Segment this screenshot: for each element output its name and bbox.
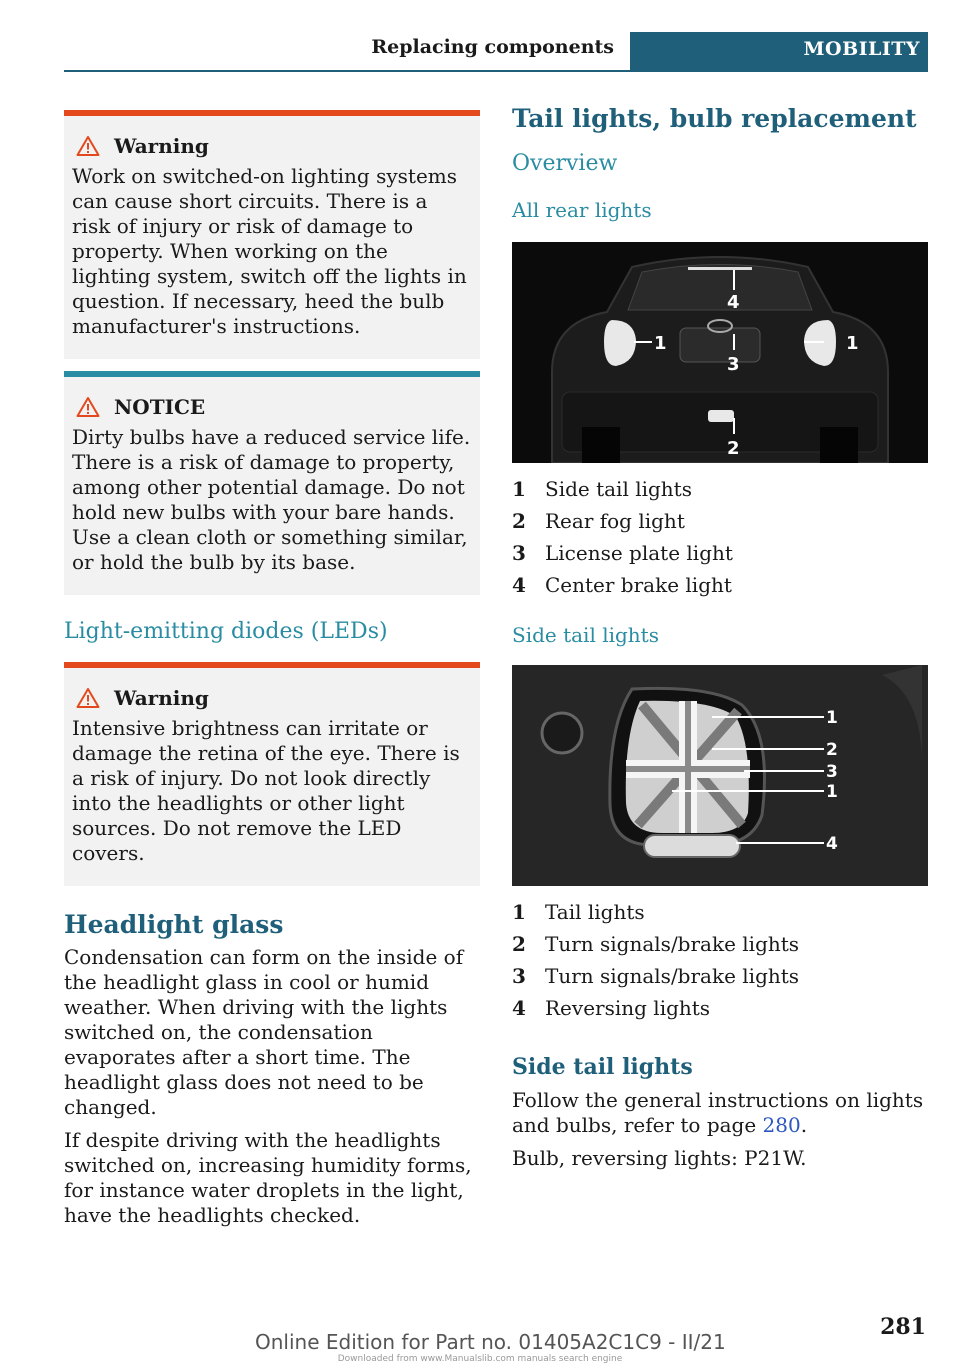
callout-label: 1 [826,782,838,802]
headlight-glass-heading: Headlight glass [64,910,284,939]
side-tail-lights-heading: Side tail lights [512,1054,693,1080]
callout-label: 4 [727,292,740,313]
side-lights-list [512,896,928,1024]
rear-lights-figure [512,242,928,463]
warning-text: Intensive brightness can irritate or damage the retina of the eye. There is a risk of injury. Do not look directly into the headlights or other light sources. Do not remove the LED covers. [72,716,460,865]
page-number: 281 [880,1314,926,1340]
callout-label: 1 [654,333,667,354]
callout-label: 4 [826,834,838,854]
list-item [512,960,928,992]
paragraph-text: . [800,1113,808,1137]
header-chapter-tab[interactable]: MOBILITY [630,32,928,70]
item-number: 2 [512,509,526,533]
item-number: 1 [512,477,526,501]
list-item [512,928,928,960]
page-reference-link[interactable]: 280 [762,1113,801,1137]
item-number: 2 [512,932,526,956]
side-tail-lights-subheading: Side tail lights [512,623,659,647]
warning-title: Warning [114,686,209,710]
overview-heading: Overview [512,151,618,176]
list-item [512,569,928,601]
led-heading: Light-emitting diodes (LEDs) [64,619,388,644]
list-item [512,473,928,505]
all-rear-lights-subheading: All rear lights [512,198,652,222]
warning-triangle-icon [76,687,100,709]
item-number: 4 [512,573,526,597]
item-label: Side tail lights [545,477,692,501]
callout-label: 3 [727,354,740,375]
edition-note: Online Edition for Part no. 01405A2C1C9 - II/21 [255,1330,726,1354]
callout-label: 3 [826,762,838,782]
item-label: Turn signals/brake lights [545,932,800,956]
item-label: License plate light [545,541,733,565]
header-rule [64,70,928,72]
headlight-glass-paragraph: Condensation can form on the inside of the headlight glass in cool or humid weather. When driving with the lights switched on, the condensation evaporates after a short time. The headlight glass does not need to be changed. [64,945,464,1119]
callout-label: 2 [826,740,838,760]
right-column [512,104,928,1171]
list-item [512,537,928,569]
item-label: Rear fog light [545,509,685,533]
item-number: 4 [512,996,526,1020]
left-column [64,110,480,1228]
paragraph-text: Follow the general instructions on lights and bulbs, refer to page [512,1088,924,1137]
notice-triangle-icon [76,396,100,418]
notice-box [64,371,480,595]
side-tail-light-figure [512,665,928,886]
list-item [512,992,928,1024]
rear-lights-list [512,473,928,601]
list-item [512,505,928,537]
warning-box [64,110,480,359]
callout-label: 2 [727,438,740,459]
item-label: Center brake light [545,573,732,597]
download-watermark[interactable]: Downloaded from www.Manualslib.com manuals search engine [337,1354,623,1364]
side-tail-lights-paragraph [512,1088,928,1138]
bulb-spec-paragraph: Bulb, reversing lights: P21W. [512,1146,807,1170]
list-item [512,896,928,928]
callout-label: 1 [846,333,859,354]
headlight-glass-paragraph-2: If despite driving with the headlights switched on, increasing humidity forms, for instance water droplets in the light, have the headlights checked. [64,1128,472,1227]
notice-title: NOTICE [114,395,206,419]
item-label: Turn signals/brake lights [545,964,800,988]
item-number: 1 [512,900,526,924]
section-title: Tail lights, bulb replacement [512,104,917,133]
item-number: 3 [512,541,526,565]
item-label: Reversing lights [545,996,711,1020]
item-number: 3 [512,964,526,988]
warning-text: Work on switched-on lighting systems can cause short circuits. There is a risk of injury or risk of damage to property. When working on the lighting system, switch off the lights in question. If necessary, heed the bulb manufacturer's instructions. [72,164,467,338]
callout-label: 1 [826,708,838,728]
notice-text: Dirty bulbs have a reduced service life. There is a risk of damage to property, among other potential damage. Do not hold new bulbs with your bare hands. Use a clean cloth or something similar, or hold the bulb by its base. [72,425,471,574]
header-section-title: Replacing components [371,36,614,58]
led-warning-box [64,662,480,886]
warning-title: Warning [114,134,209,158]
item-label: Tail lights [545,900,645,924]
warning-triangle-icon [76,135,100,157]
